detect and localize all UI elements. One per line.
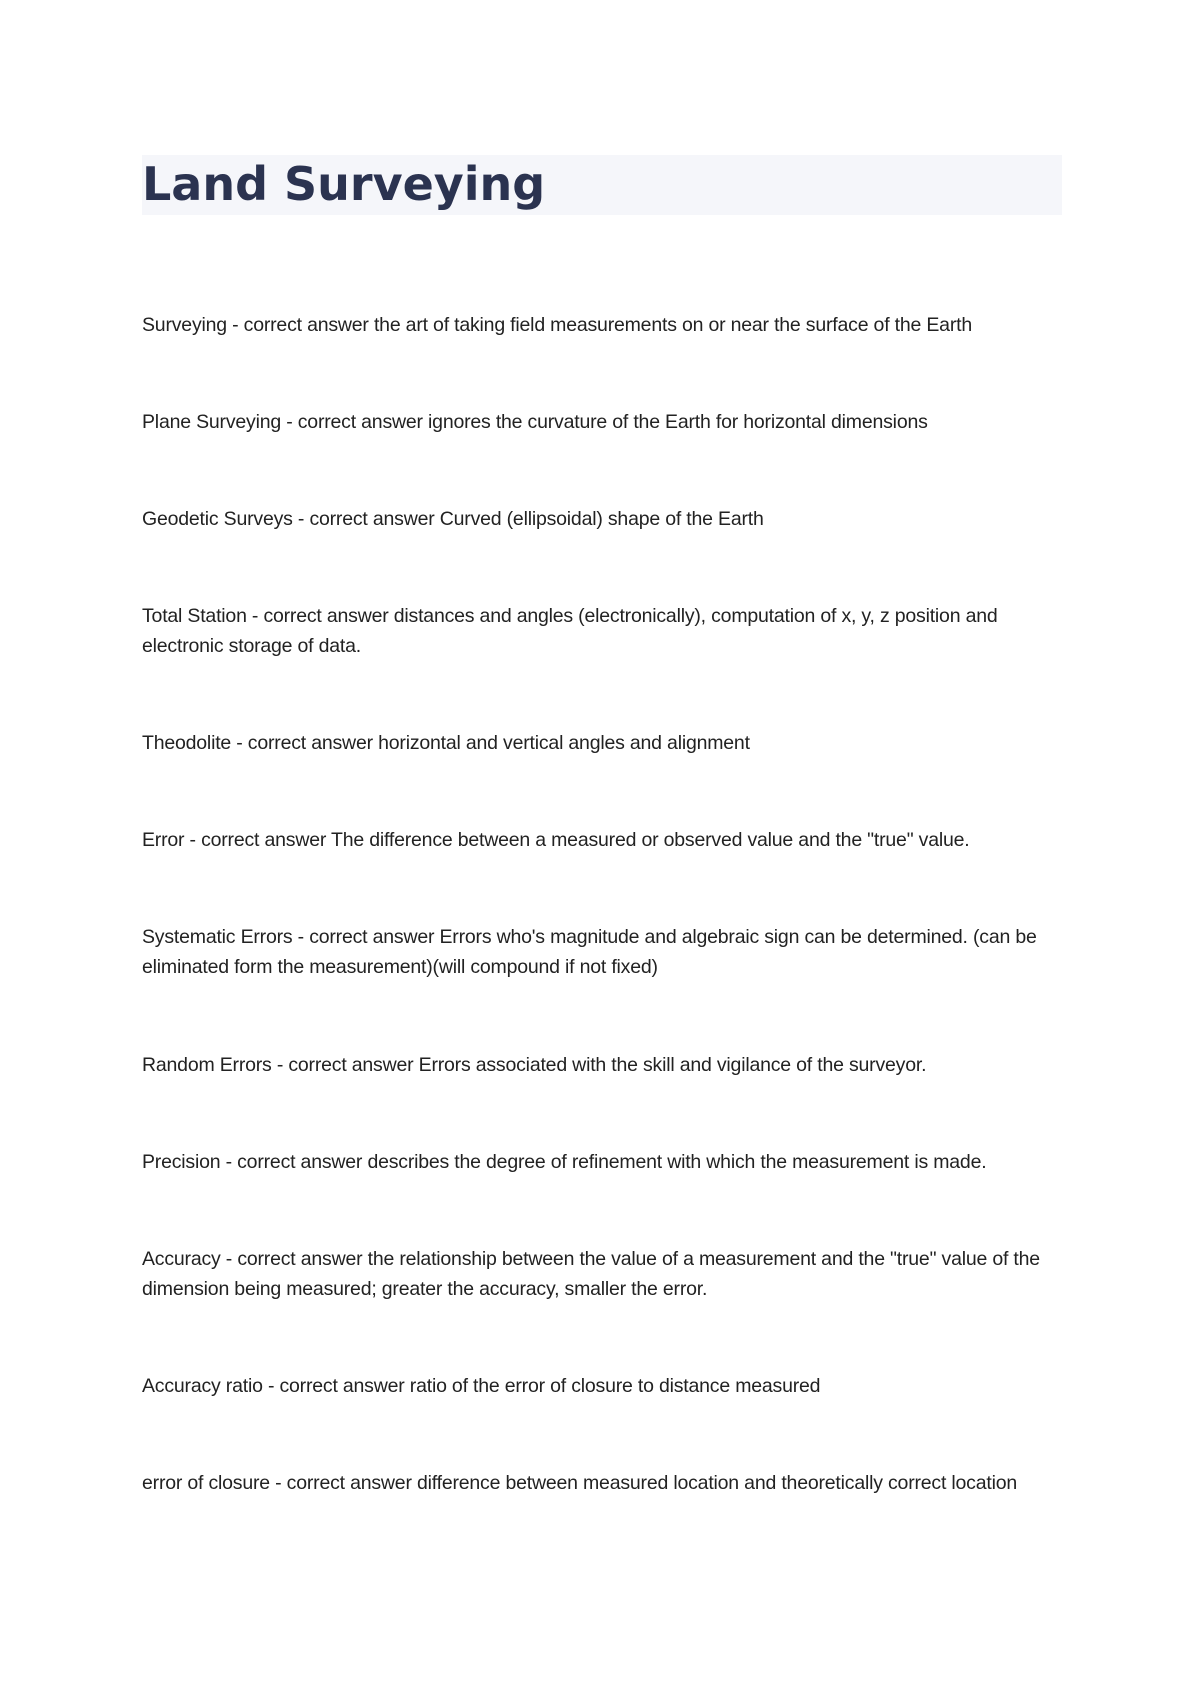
list-item [142,1147,986,1177]
entry-term: Error [142,829,185,851]
list-item [142,1050,926,1080]
entry-answer: difference between measured location and theoretically correct location [416,1472,1018,1494]
entry-separator: - correct answer [184,829,332,851]
entry-answer: ratio of the error of closure to distance measured [409,1375,821,1397]
entry-answer: Errors who's magnitude and algebraic sign can be determined. (can be eliminated form the measurement)(will compound if not fixed) [142,926,1037,978]
list-item [142,1468,1017,1498]
entry-term: error of closure [142,1472,270,1494]
entry-term: Total Station [142,605,247,627]
entry-answer: Errors associated with the skill and vigilance of the surveyor. [418,1054,927,1076]
list-item [142,1371,820,1401]
entry-answer: Curved (ellipsoidal) shape of the Earth [439,508,764,530]
entry-answer: the art of taking field measurements on or near the surface of the Earth [373,314,972,336]
list-item [142,825,969,855]
entry-answer: the relationship between the value of a measurement and the "true" value of the dimension being measured; greater the accuracy, smaller the error. [142,1248,1040,1300]
entry-term: Plane Surveying [142,411,282,433]
entry-term: Accuracy [142,1248,221,1270]
list-item [142,922,1072,982]
entry-separator: - correct answer [292,926,440,948]
entry-separator: - correct answer [292,508,440,530]
list-item [142,504,764,534]
entry-separator: - correct answer [226,314,374,336]
entry-term: Accuracy ratio [142,1375,263,1397]
entry-separator: - correct answer [220,1151,368,1173]
entry-term: Theodolite [142,732,232,754]
list-item [142,601,1072,661]
entry-separator: - correct answer [231,732,379,754]
list-item [142,1244,1072,1304]
entry-separator: - correct answer [269,1472,417,1494]
entry-separator: - correct answer [246,605,394,627]
entry-separator: - correct answer [262,1375,410,1397]
page-title: Land Surveying [142,157,546,211]
entry-separator: - correct answer [271,1054,419,1076]
entry-term: Systematic Errors [142,926,293,948]
entry-separator: - correct answer [281,411,429,433]
list-item [142,407,928,437]
list-item [142,728,750,758]
entry-term: Surveying [142,314,227,336]
entry-answer: horizontal and vertical angles and alignment [378,732,750,754]
entry-answer: describes the degree of refinement with which the measurement is made. [367,1151,987,1173]
entry-answer: The difference between a measured or observed value and the "true" value. [331,829,970,851]
entry-term: Geodetic Surveys [142,508,293,530]
entry-term: Precision [142,1151,221,1173]
list-item [142,310,972,340]
entry-answer: ignores the curvature of the Earth for horizontal dimensions [428,411,928,433]
entry-term: Random Errors [142,1054,272,1076]
entry-answer: distances and angles (electronically), computation of x, y, z position and electronic storage of data. [142,605,998,657]
entry-separator: - correct answer [220,1248,368,1270]
